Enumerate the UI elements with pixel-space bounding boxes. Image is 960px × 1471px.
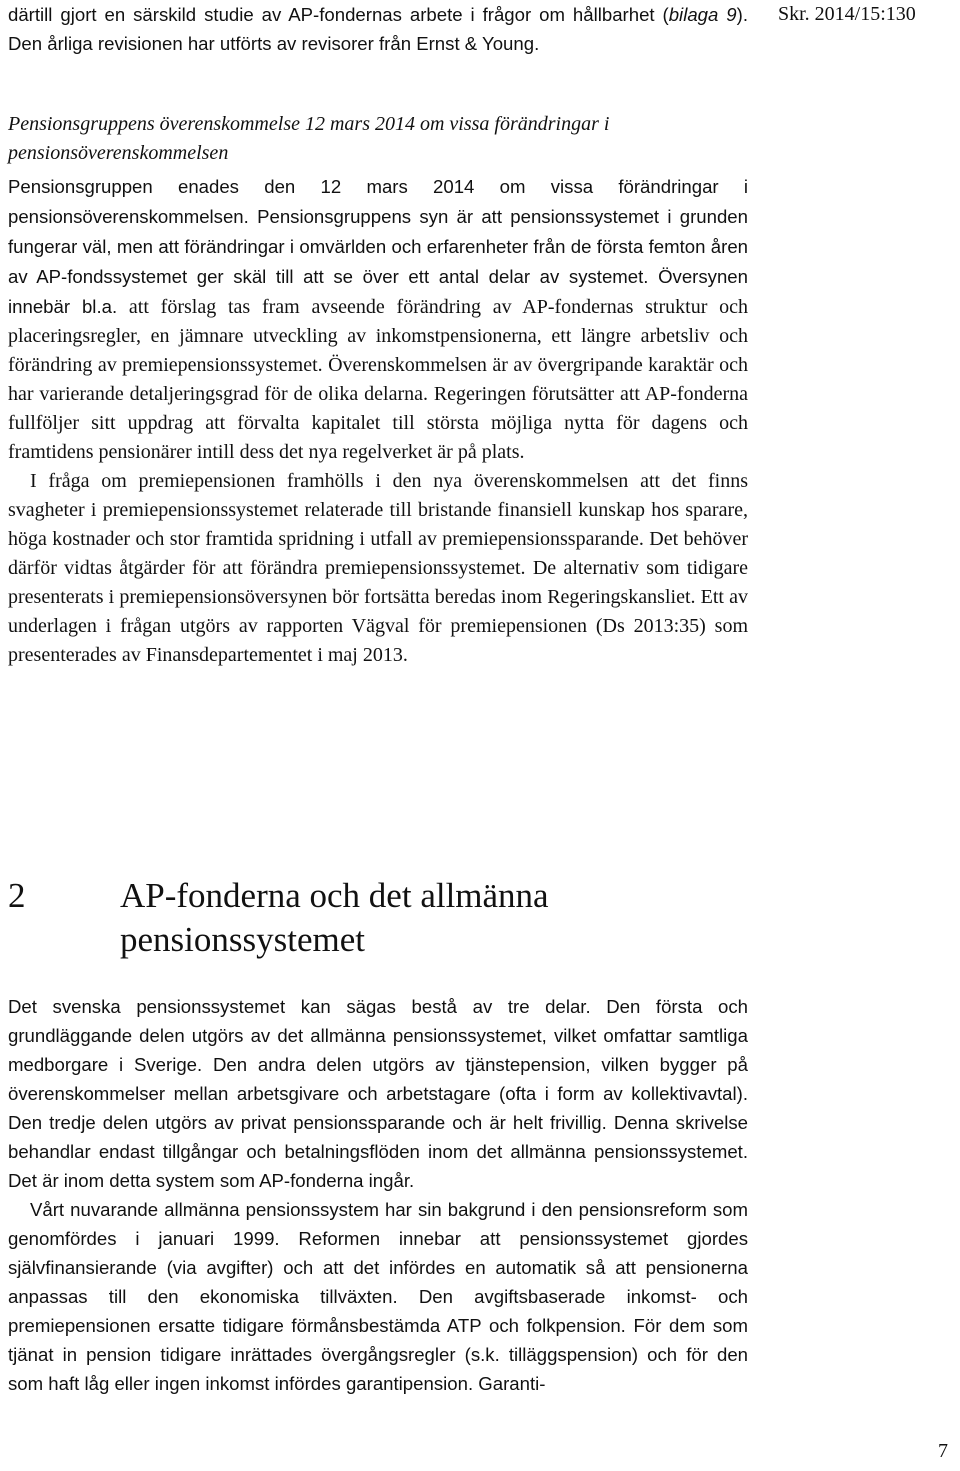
intro-paragraph [8,0,748,58]
section-heading: Pensionsgruppens överenskommelse 12 mars 2014 om vissa förändringar i pensionsöverenskommelsen [8,113,610,164]
paragraph-pensionssystemet: Det svenska pensionssystemet kan sägas bestå av tre delar. Den första och grundläggande delen utgörs av det allmänna pensionssystemet, vilket omfattar samtliga medborgare i Sverige. Den andra delen utgörs av tjänstepension, vilken bygger på överenskommelser mellan arbetsgivare och arbetstagare (ofta i form av kollektivavtal). Den tredje delen utgörs av privat pensionssparande och är helt frivillig. Denna skrivelse behandlar endast tillgångar och betalningsflöden inom det allmänna pensionssystemet. Det är inom detta system som AP-fonderna ingår. [8,996,748,1191]
page-number: 7 [938,1440,948,1462]
paragraph-sans-part: Pensionsgruppen enades den 12 mars 2014 om vissa förändringar i pensionsöverenskommelsen. Pensionsgruppens syn är att pensionssystemet i grunden fungerar väl, men att förändringar i omvärlden och erfarenheter från de första femton åren av AP-fondssystemet ger skäl till att se över ett antal delar av systemet. Översynen innebär bl.a. [8,176,748,317]
chapter-text [8,992,748,1398]
chapter-number: 2 [8,876,26,915]
bilaga-reference: bilaga 9 [668,4,737,25]
paragraph-premiepension: I fråga om premiepensionen framhölls i den nya överenskommelsen att det finns svagheter i premiepensionssystemet relaterade till bristande finansiell kunskap hos sparare, höga kostnader och stor framtida spridning i utfall av premiepensionssparande. Det behöver därför vidtas åtgärder för att förändra premiepensionssystemet. De alternativ som tidigare presenterats i premiepensionsöversynen bör fortsätta beredas inom Regeringskansliet. Ett av underlagen i frågan utgörs av rapporten Vägval för premiepensionen (Ds 2013:35) som presenterades av Finansdepartementet i maj 2013. [8,470,748,666]
text-column [8,0,748,670]
paragraph-pensionsreform: Vårt nuvarande allmänna pensionssystem har sin bakgrund i den pensionsreform som genomfördes i januari 1999. Reformen innebar att pensionssystemet gjordes självfinansierande (via avgifter) och att det infördes en automatik så att pensionerna anpassas till den ekonomiska tillväxten. Den avgiftsbaserade inkomst- och premiepensionen ersatte tidigare förmånsbestämda ATP och folkpension. För dem som tjänat in pension tidigare inrättades övergångsregler (s.k. tilläggspension) och för den som haft låg eller ingen inkomst infördes garantipension. Garanti- [8,1199,748,1394]
intro-text-1: därtill gjort en särskild studie av AP-fondernas arbete i frågor om hållbarhet ( [8,4,669,25]
document-reference: Skr. 2014/15:130 [778,3,916,25]
paragraph-pensionsgruppen [8,172,748,467]
paragraph-serif-part: att förslag tas fram avseende förändring av AP-fondernas struktur och placeringsregler, en jämnare utveckling av inkomstpensionerna, ett längre arbetsliv och förändring av premiepensionssystemet. Överenskommelsen är av övergripande karaktär och har varierande detaljeringsgrad för de olika delarna. Regeringen förutsätter att AP-fonderna fullföljer sitt uppdrag att förvalta kapitalet till största möjliga nytta för dagens och framtidens pensionärer intill dess det nya regelverket är på plats. [8,296,749,463]
intro-text-2: ). Den årliga revisionen har utförts av revisorer från Ernst & Young. [8,4,748,54]
chapter-title: AP-fonderna och det allmänna pensionssystemet [120,876,549,959]
